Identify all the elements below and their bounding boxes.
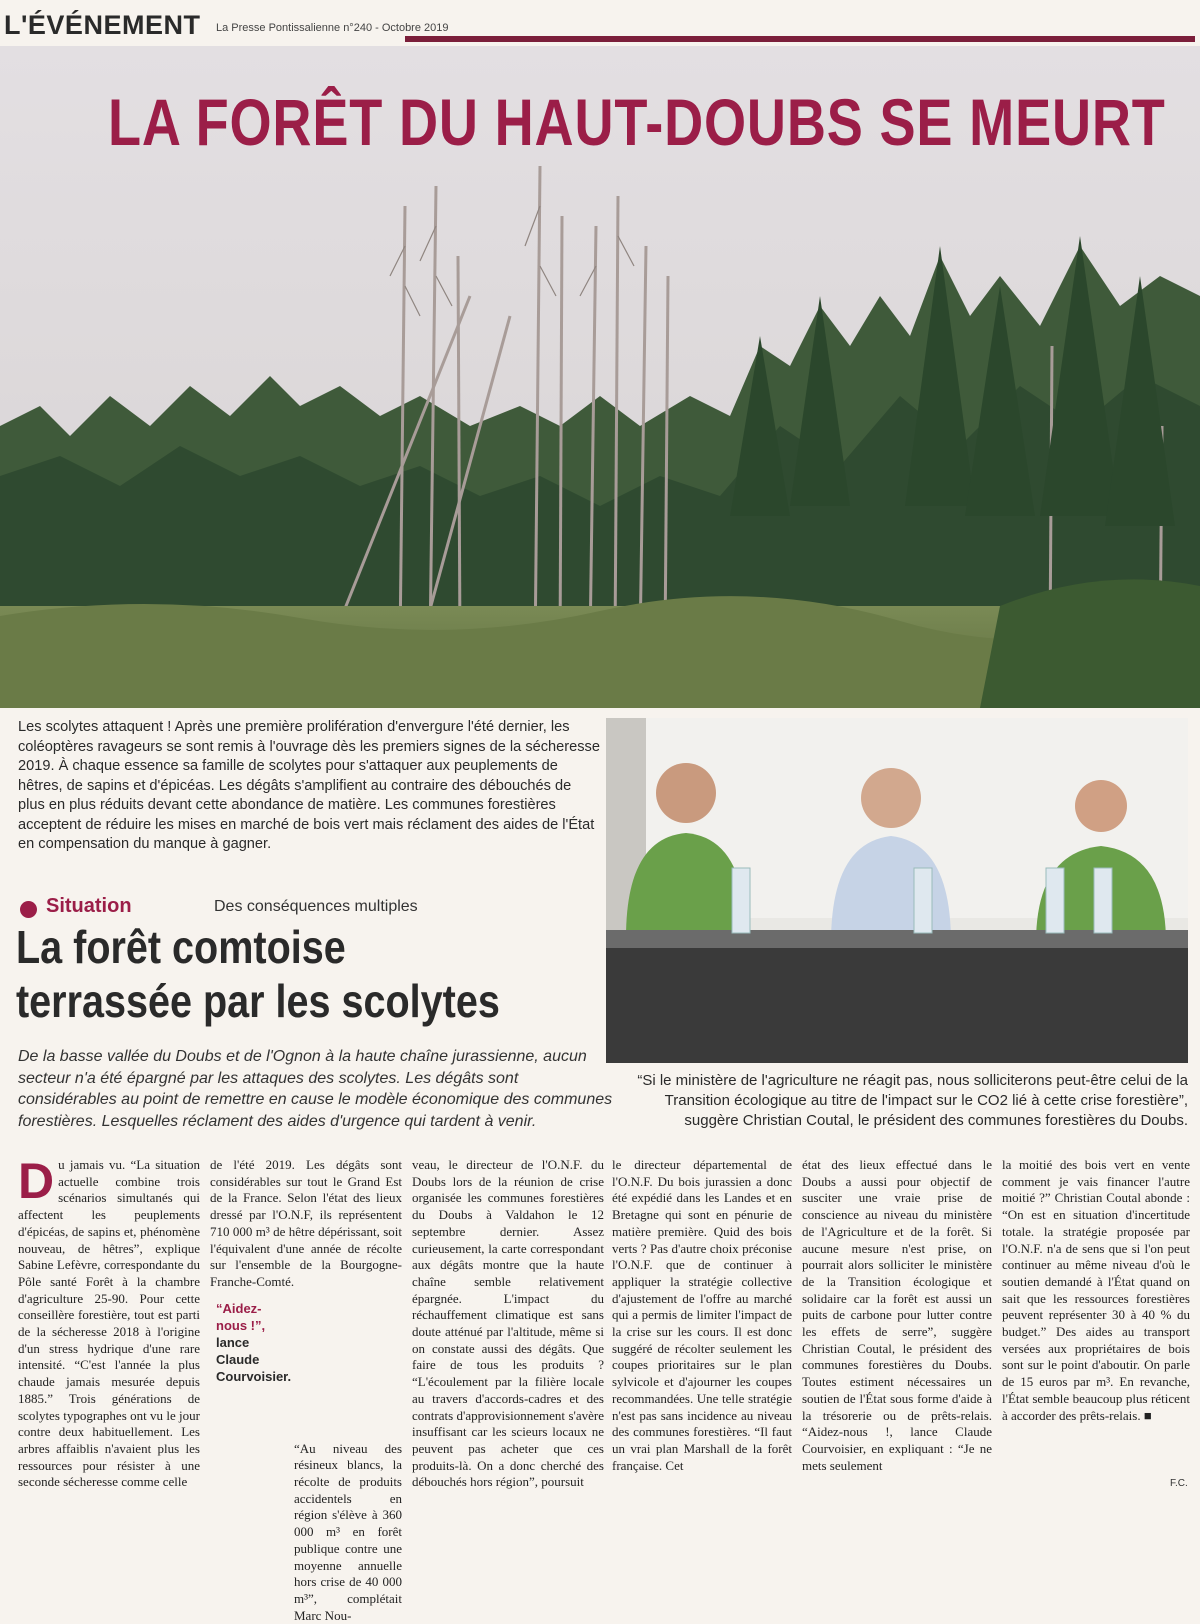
- author-signature: F.C.: [1170, 1478, 1188, 1489]
- article-column-2: [210, 1157, 402, 1624]
- column-text: u jamais vu. “La situation actuelle combine trois scénarios simultanés qui affectent les peuplements d'épicéas, de sapins et, phénomène nouveau, de hêtres”, explique Sabine Lefèvre, correspondante du Pôle santé Forêt à la chambre d'agriculture 25-90. Pour cette conseillère forestière, tout est parti de la sécheresse 2018 à l'origine d'un stress hydrique d'une rare intensité. “C'est l'année la plus chaude jamais mesurée depuis 1885.” Trois générations de scolytes typographes ont vu le jour contre deux habituellement. Les arbres affaiblis n'avaient plus les ressources pour résister à une seconde sécheresse comme celle: [18, 1157, 200, 1490]
- column-text: “Au niveau des résineux blancs, la récolte de produits accidentels en région s'élève à 360 000 m³ en forêt publique contre une moyenne annuelle hors crise de 40 000 m³”, complétait Marc Nou-: [294, 1440, 402, 1623]
- pull-quote-text: “Aidez-nous !”,: [216, 1301, 266, 1333]
- header-rule: [405, 36, 1195, 42]
- drop-cap: D: [18, 1153, 55, 1209]
- section-rubrique: L'ÉVÉNEMENT: [4, 10, 201, 40]
- article-column-5: [802, 1157, 992, 1474]
- column-text: le directeur départemental de l'O.N.F. Du bois jurassien a donc été expédié dans les Landes et en Bretagne qui sont en pénurie de matière première. Quid des bois verts ? Pas d'autre choix préconise l'O.N.F. que de continuer à appliquer la stratégie collective d'ajustement de l'offre au marché qui a permis de limiter l'impact de la crise sur les cours. Il est donc suggéré de récolter seulement les coupes prioritaires sur le plan sylvicole et d'ajourner les coupes recommandées. Une telle stratégie n'est pas sans incidence au niveau des communes forestières. “Il faut un vrai plan Marshall de la forêt française. Cet: [612, 1157, 792, 1473]
- article-column-6: [1002, 1157, 1190, 1424]
- article-chapo: De la basse vallée du Doubs et de l'Ognon à la haute chaîne jurassienne, aucun secteur n'a été épargné par les attaques des scolytes. Les dégâts sont considérables au point de remettre en cause le modèle économique des communes forestières. Lesquelles réclament des aides d'urgence qui tardent à venir.: [18, 1048, 613, 1130]
- article-column-1: [18, 1153, 200, 1491]
- pull-quote-name: Claude: [216, 1352, 260, 1367]
- section-bullet-icon: [20, 901, 37, 918]
- lead-paragraph: Les scolytes attaquent ! Après une première prolifération d'envergure l'été dernier, les coléoptères ravageurs se sont remis à l'ouvrage dès les premiers signes de la sécheresse 2019. À chaque essence sa famille de scolytes pour s'attaquer aux peuplements de hêtres, de sapins et d'épicéas. Les dégâts s'amplifient au contraire des débouchés de plus en plus réduits devant cette abondance de matière. Les communes forestières acceptent de réduire les mises en marché de bois vert mais réclament des aides de l'État en compensation du manque à gagner.: [18, 719, 600, 852]
- pull-quote: [216, 1300, 290, 1385]
- column-text: état des lieux effectué dans le Doubs a aussi pour objectif de susciter une vraie prise de conscience au niveau du ministère de l'Agriculture et de la forêt. Si aucune mesure n'est prise, on pourrait alors solliciter le ministère de la Transition écologique et solidaire car la forêt est aussi un puits de carbone pour lutter contre les effets de serre”, suggère Christian Coutal, le président des communes forestières du Doubs. Toutes estiment nécessaires un soutien de l'État sous forme d'aide à la trésorerie ou de prêts-relais. “Aidez-nous !, lance Claude Courvoisier, en expliquant : “Je ne mets seulement: [802, 1157, 992, 1473]
- pull-quote-surname: Courvoisier.: [216, 1369, 292, 1384]
- pull-quote-verb: lance: [216, 1335, 250, 1350]
- edition-line: La Presse Pontissalienne n°240 - Octobre 2019: [216, 22, 449, 34]
- column-text: de l'été 2019. Les dégâts sont considérables sur tout le Grand Est de la France. Selon l'état des lieux dressé par l'O.N.F, ils représentent 710 000 m³ de hêtre dépérissant, soit l'équivalent d'une année de récolte sur l'ensemble de la Bourgogne-Franche-Comté.: [210, 1157, 402, 1289]
- section-label: Situation: [46, 895, 132, 917]
- column-text: veau, le directeur de l'O.N.F. du Doubs lors de la réunion de crise organisée les communes forestières du Doubs à Valdahon le 12 septembre dernier. Assez curieusement, la carte correspondant aux dégâts montre que la haute chaîne semble relativement épargnée. L'impact du réchauffement climatique est sans doute atténué par l'altitude, même si on constate aussi des dégâts. Que faire de tous les produits ? “L'écoulement par la filière locale au travers d'accords-cadres et des contrats d'approvisionnement s'avère insuffisant car les scieurs locaux ne peuvent pas acheter que ces produits-là. On a donc cherché des débouchés hors région”, poursuit: [412, 1157, 604, 1490]
- article-column-3: [412, 1157, 604, 1491]
- meeting-photo: [606, 718, 1188, 1063]
- article-column-4: [612, 1157, 792, 1474]
- section-subtitle: Des conséquences multiples: [214, 898, 418, 915]
- main-headline: LA FORÊT DU HAUT-DOUBS SE MEURT: [108, 85, 1166, 159]
- column-text: la moitié des bois vert en vente comment je vais financer l'autre moitié ?” Christian Coutal abonde : “On est en situation d'incertitude totale. la stratégie proposée par l'O.N.F. n'a de sens que si l'on peut continuer au même niveau d'où le soutien demandé à l'État quand on sait que les ressources forestières peuvent représenter 30 à 40 % du budget.” Des aides au transport versées aux propriétaires de bois sont sur le point d'aboutir. On parle de 15 euros par m³. En revanche, l'État semble beaucoup plus réticent à accorder des prêts-relais. ■: [1002, 1157, 1190, 1423]
- photo-caption: “Si le ministère de l'agriculture ne réagit pas, nous solliciterons peut-être celui de la Transition écologique au titre de l'impact sur le CO2 lié à cette crise forestière”, suggère Christian Coutal, le président des communes forestières du Doubs.: [637, 1072, 1188, 1129]
- article-title: La forêt comtoise terrassée par les scolytes: [16, 921, 500, 1027]
